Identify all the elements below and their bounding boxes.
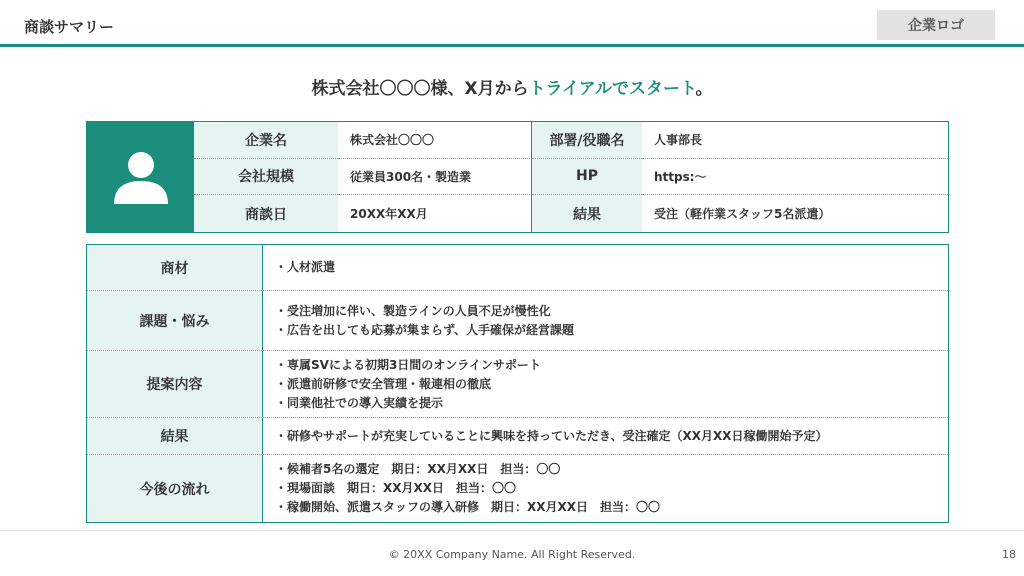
- person-icon: [112, 148, 170, 206]
- list-item: ・ 候補者5名の選定 期日：XX月XX日 担当：〇〇: [275, 460, 936, 479]
- company-logo-placeholder: 企業ロゴ: [877, 10, 995, 40]
- profile-label-date: 商談日: [194, 195, 338, 232]
- list-item: ・ 派遣前研修で安全管理・報連相の徹底: [275, 375, 936, 394]
- detail-content: [263, 291, 948, 350]
- detail-row-next-steps: [87, 455, 948, 522]
- profile-label-company: 企業名: [194, 122, 338, 159]
- profile-value-result: 受注（軽作業スタッフ5名派遣）: [642, 195, 948, 232]
- headline: [0, 74, 1024, 99]
- list-item: ・ 現場面談 期日：XX月XX日 担当：〇〇: [275, 479, 936, 498]
- detail-list: [275, 356, 936, 413]
- detail-label: 結果: [87, 418, 263, 454]
- detail-row-issues: [87, 291, 948, 351]
- profile-label-size: 会社規模: [194, 159, 338, 196]
- detail-row-product: [87, 245, 948, 291]
- list-item: ・ 同業他社での導入実績を提示: [275, 394, 936, 413]
- list-item: ・ 専属SVによる初期3日間のオンラインサポート: [275, 356, 936, 375]
- detail-content: [263, 455, 948, 522]
- profile-grid: [194, 122, 948, 232]
- profile-value-company: 株式会社〇〇〇: [338, 122, 532, 159]
- detail-list: [275, 427, 936, 446]
- detail-list: [275, 460, 936, 517]
- list-item: ・ 稼働開始、派遣スタッフの導入研修 期日：XX月XX日 担当：〇〇: [275, 498, 936, 517]
- profile-label-hp: HP: [532, 159, 642, 196]
- list-item: ・ 受注増加に伴い、製造ラインの人員不足が慢性化: [275, 302, 936, 321]
- detail-row-proposal: [87, 351, 948, 418]
- profile-label-position: 部署/役職名: [532, 122, 642, 159]
- header-divider: [0, 44, 1024, 47]
- client-profile-table: [86, 121, 949, 233]
- detail-content: [263, 245, 948, 290]
- profile-value-position: 人事部長: [642, 122, 948, 159]
- detail-content: [263, 351, 948, 417]
- list-item: ・ 広告を出しても応募が集まらず、人手確保が経営課題: [275, 321, 936, 340]
- detail-label: 今後の流れ: [87, 455, 263, 522]
- detail-list: [275, 258, 936, 277]
- profile-value-date: 20XX年XX月: [338, 195, 532, 232]
- detail-list: [275, 302, 936, 340]
- copyright-text: © 20XX Company Name. All Right Reserved.: [388, 548, 636, 561]
- profile-label-result: 結果: [532, 195, 642, 232]
- detail-content: [263, 418, 948, 454]
- page-number: 18: [1002, 548, 1016, 561]
- list-item: ・ 研修やサポートが充実していることに興味を持っていただき、受注確定（XX月XX日稼働開始予定）: [275, 427, 936, 446]
- headline-accent: トライアルでスタート: [528, 79, 696, 99]
- avatar: [87, 122, 194, 232]
- headline-suffix: 。: [695, 79, 713, 99]
- detail-row-result: [87, 418, 948, 455]
- headline-prefix: 株式会社〇〇〇様、X月から: [311, 79, 529, 99]
- page-header-title: 商談サマリー: [24, 18, 115, 36]
- profile-value-size: 従業員300名・製造業: [338, 159, 532, 196]
- profile-value-hp: https:～: [642, 159, 948, 196]
- detail-label: 提案内容: [87, 351, 263, 417]
- list-item: ・ 人材派遣: [275, 258, 936, 277]
- footer-divider: [0, 530, 1024, 531]
- detail-label: 商材: [87, 245, 263, 290]
- negotiation-detail-table: [86, 244, 949, 523]
- detail-label: 課題・悩み: [87, 291, 263, 350]
